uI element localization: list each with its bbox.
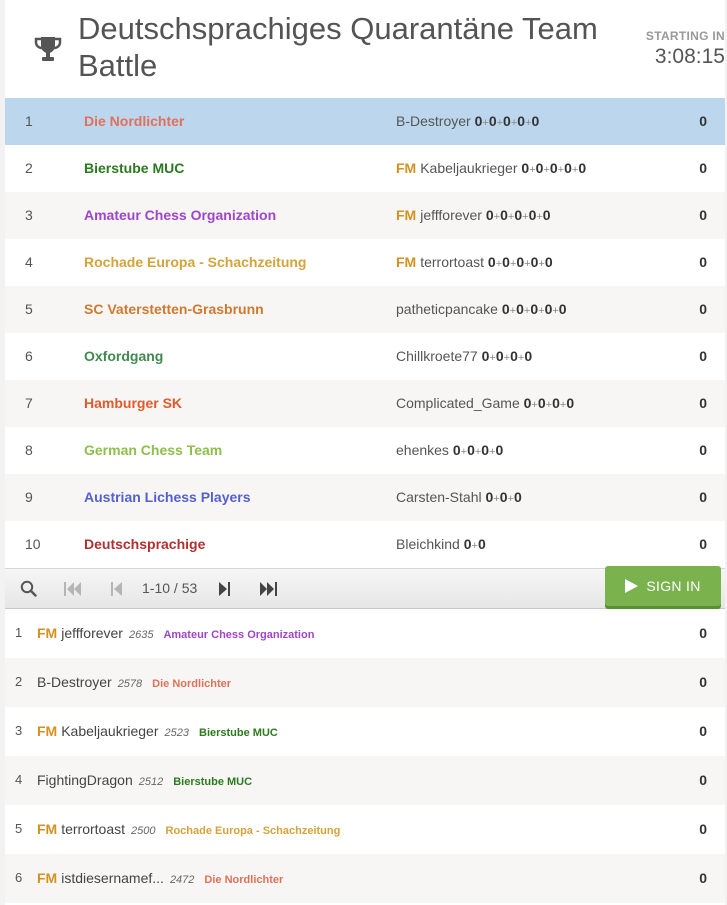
player-name[interactable]: Kabeljaukrieger bbox=[420, 160, 518, 176]
player-score: 0 bbox=[699, 674, 707, 690]
team-name[interactable]: Austrian Lichess Players bbox=[84, 489, 251, 505]
team-top-player bbox=[396, 286, 567, 335]
tournament-header bbox=[5, 0, 725, 98]
countdown-timer: 3:08:15 bbox=[654, 45, 725, 68]
player-points: 0+0+0+0 bbox=[523, 395, 575, 411]
player-name[interactable]: B-Destroyer bbox=[37, 674, 112, 690]
player-points: 0+0+0 bbox=[485, 489, 522, 505]
player-name[interactable]: Complicated_Game bbox=[396, 395, 520, 411]
point-value: 0 bbox=[530, 301, 539, 317]
point-value: 0 bbox=[578, 160, 587, 176]
player-title: FM bbox=[37, 723, 58, 739]
player-name[interactable]: ehenkes bbox=[396, 442, 449, 458]
page-indicator: 1-10 / 53 bbox=[142, 580, 198, 596]
point-value: 0 bbox=[487, 254, 496, 270]
team-rank: 3 bbox=[25, 207, 33, 223]
point-value: 0 bbox=[481, 442, 490, 458]
point-value: 0 bbox=[552, 395, 560, 411]
player-score: 0 bbox=[699, 821, 707, 837]
player-row[interactable] bbox=[5, 707, 725, 756]
player-name[interactable]: Chillkroete77 bbox=[396, 348, 478, 364]
last-page-icon[interactable] bbox=[257, 569, 279, 608]
point-value: 0 bbox=[516, 301, 524, 317]
page-title: Deutschsprachiges Quarantäne Team Battle bbox=[78, 11, 598, 83]
team-row[interactable] bbox=[5, 192, 725, 239]
team-top-player bbox=[396, 474, 522, 523]
team-row[interactable] bbox=[5, 98, 725, 145]
team-rank: 8 bbox=[25, 442, 33, 458]
player-score: 0 bbox=[699, 723, 707, 739]
point-value: 0 bbox=[549, 160, 558, 176]
point-value: 0 bbox=[495, 348, 504, 364]
point-value: 0 bbox=[500, 207, 508, 223]
player-rating: 2635 bbox=[128, 629, 154, 641]
team-rank: 2 bbox=[25, 160, 33, 176]
player-points: 0+0+0+0 bbox=[452, 442, 504, 458]
player-name[interactable]: Bleichkind bbox=[396, 536, 460, 552]
starting-in-label: STARTING IN bbox=[645, 29, 725, 43]
first-page-icon[interactable] bbox=[62, 569, 84, 608]
team-score: 0 bbox=[699, 536, 707, 552]
player-score: 0 bbox=[699, 625, 707, 641]
point-value: 0 bbox=[488, 113, 497, 129]
player-rating: 2512 bbox=[138, 776, 164, 788]
player-rating: 2500 bbox=[131, 825, 156, 837]
player-info bbox=[37, 609, 314, 660]
point-value: 0 bbox=[537, 395, 546, 411]
player-name[interactable]: Kabeljaukrieger bbox=[61, 723, 159, 739]
point-value: 0 bbox=[531, 113, 540, 129]
team-score: 0 bbox=[699, 113, 707, 129]
point-value: 0 bbox=[510, 348, 518, 364]
sign-in-button[interactable] bbox=[605, 566, 721, 606]
previous-page-icon[interactable] bbox=[106, 569, 128, 608]
player-name[interactable]: jeffforever bbox=[420, 207, 482, 223]
point-value: 0 bbox=[474, 113, 483, 129]
player-team[interactable]: Die Nordlichter bbox=[204, 874, 284, 886]
player-score: 0 bbox=[699, 772, 707, 788]
point-value: 0 bbox=[564, 160, 572, 176]
point-value: 0 bbox=[467, 442, 475, 458]
point-value: 0 bbox=[463, 536, 472, 552]
team-name[interactable]: Oxfordgang bbox=[84, 348, 164, 364]
team-score: 0 bbox=[699, 489, 707, 505]
player-info bbox=[37, 658, 231, 709]
player-name[interactable]: Carsten-Stahl bbox=[396, 489, 482, 505]
player-row[interactable] bbox=[5, 609, 725, 658]
sign-in-label: SIGN IN bbox=[646, 578, 701, 594]
team-top-player bbox=[396, 333, 532, 382]
player-rank: 4 bbox=[15, 772, 23, 787]
team-top-player bbox=[396, 427, 503, 476]
pagination-bar bbox=[5, 568, 725, 609]
player-rank: 6 bbox=[15, 870, 23, 885]
player-row[interactable] bbox=[5, 756, 725, 805]
team-standings-table bbox=[5, 98, 725, 568]
team-score: 0 bbox=[699, 348, 707, 364]
player-rank: 5 bbox=[15, 821, 23, 836]
team-rank: 4 bbox=[25, 254, 33, 270]
point-value: 0 bbox=[501, 301, 510, 317]
team-top-player bbox=[396, 145, 586, 194]
team-name[interactable]: Rochade Europa - Schachzeitung bbox=[84, 254, 307, 270]
team-row[interactable] bbox=[5, 474, 725, 521]
point-value: 0 bbox=[477, 536, 486, 552]
player-points: 0+0+0+0+0 bbox=[485, 207, 551, 223]
point-value: 0 bbox=[544, 254, 553, 270]
team-name[interactable]: Die Nordlichter bbox=[84, 113, 185, 129]
point-value: 0 bbox=[521, 160, 530, 176]
player-rating: 2472 bbox=[169, 874, 195, 886]
point-value: 0 bbox=[513, 489, 522, 505]
player-row[interactable] bbox=[5, 658, 725, 707]
trophy-icon bbox=[33, 34, 63, 64]
team-score: 0 bbox=[699, 160, 707, 176]
team-row[interactable] bbox=[5, 145, 725, 192]
player-name[interactable]: patheticpancake bbox=[396, 301, 498, 317]
search-icon[interactable] bbox=[17, 569, 39, 608]
point-value: 0 bbox=[558, 301, 567, 317]
play-icon bbox=[625, 579, 638, 593]
team-score: 0 bbox=[699, 442, 707, 458]
point-value: 0 bbox=[485, 207, 494, 223]
team-top-player bbox=[396, 521, 486, 570]
player-points: 0+0+0+0+0 bbox=[474, 113, 540, 129]
player-team[interactable]: Die Nordlichter bbox=[152, 678, 232, 690]
team-score: 0 bbox=[699, 254, 707, 270]
team-row[interactable] bbox=[5, 286, 725, 333]
player-title: FM bbox=[396, 254, 417, 270]
player-standings-list bbox=[5, 609, 725, 903]
player-row[interactable] bbox=[5, 854, 725, 903]
point-value: 0 bbox=[502, 254, 510, 270]
point-value: 0 bbox=[499, 489, 508, 505]
team-row[interactable] bbox=[5, 239, 725, 286]
player-info bbox=[37, 756, 252, 807]
player-points: 0+0+0+0 bbox=[481, 348, 533, 364]
player-name[interactable]: jeffforever bbox=[61, 625, 123, 641]
point-value: 0 bbox=[485, 489, 494, 505]
player-points: 0+0+0+0+0 bbox=[501, 301, 567, 317]
player-points: 0+0 bbox=[463, 536, 486, 552]
team-row[interactable] bbox=[5, 427, 725, 474]
point-value: 0 bbox=[503, 113, 511, 129]
team-top-player bbox=[396, 239, 553, 288]
team-name[interactable]: Amateur Chess Organization bbox=[84, 207, 277, 223]
team-row[interactable] bbox=[5, 521, 725, 568]
player-title: FM bbox=[396, 207, 417, 223]
point-value: 0 bbox=[524, 348, 533, 364]
point-value: 0 bbox=[514, 207, 523, 223]
team-name[interactable]: SC Vaterstetten-Grasbrunn bbox=[84, 301, 264, 317]
team-name[interactable]: Deutschsprachige bbox=[84, 536, 206, 552]
point-value: 0 bbox=[544, 301, 553, 317]
team-rank: 6 bbox=[25, 348, 33, 364]
next-page-icon[interactable] bbox=[213, 569, 235, 608]
team-score: 0 bbox=[699, 207, 707, 223]
player-title: FM bbox=[37, 625, 58, 641]
team-top-player bbox=[396, 192, 551, 241]
player-name[interactable]: B-Destroyer bbox=[396, 113, 471, 129]
team-rank: 9 bbox=[25, 489, 33, 505]
team-score: 0 bbox=[699, 395, 707, 411]
player-rank: 1 bbox=[15, 625, 23, 640]
player-rating: 2523 bbox=[164, 727, 189, 739]
player-row[interactable] bbox=[5, 805, 725, 854]
tournament-panel bbox=[5, 0, 725, 905]
point-value: 0 bbox=[566, 395, 575, 411]
point-value: 0 bbox=[542, 207, 551, 223]
point-value: 0 bbox=[530, 254, 539, 270]
point-value: 0 bbox=[481, 348, 490, 364]
player-points: 0+0+0+0+0 bbox=[521, 160, 587, 176]
player-info bbox=[37, 854, 283, 905]
player-name[interactable]: istdiesernamef... bbox=[61, 870, 164, 886]
player-rating: 2578 bbox=[117, 678, 143, 690]
team-rank: 10 bbox=[25, 536, 41, 552]
team-score: 0 bbox=[699, 301, 707, 317]
player-name[interactable]: terrortoast bbox=[61, 821, 126, 837]
player-name[interactable]: FightingDragon bbox=[37, 772, 133, 788]
point-value: 0 bbox=[535, 160, 544, 176]
point-value: 0 bbox=[495, 442, 504, 458]
team-row[interactable] bbox=[5, 333, 725, 380]
player-info bbox=[37, 805, 340, 856]
team-name[interactable]: German Chess Team bbox=[84, 442, 223, 458]
team-name[interactable]: Hamburger SK bbox=[84, 395, 183, 411]
player-points: 0+0+0+0+0 bbox=[487, 254, 553, 270]
player-title: FM bbox=[37, 821, 58, 837]
team-rank: 7 bbox=[25, 395, 33, 411]
player-team[interactable]: Rochade Europa - Schachzeitung bbox=[165, 825, 341, 837]
player-title: FM bbox=[37, 870, 58, 886]
point-value: 0 bbox=[516, 254, 525, 270]
player-title: FM bbox=[396, 160, 417, 176]
player-score: 0 bbox=[699, 870, 707, 886]
point-value: 0 bbox=[517, 113, 526, 129]
player-name[interactable]: terrortoast bbox=[420, 254, 485, 270]
player-team[interactable]: Bierstube MUC bbox=[173, 776, 253, 788]
point-value: 0 bbox=[523, 395, 532, 411]
team-top-player bbox=[396, 98, 539, 147]
player-rank: 2 bbox=[15, 674, 23, 689]
team-rank: 5 bbox=[25, 301, 33, 317]
player-rank: 3 bbox=[15, 723, 23, 738]
team-rank: 1 bbox=[25, 113, 33, 129]
team-row[interactable] bbox=[5, 380, 725, 427]
point-value: 0 bbox=[528, 207, 537, 223]
point-value: 0 bbox=[452, 442, 461, 458]
player-info bbox=[37, 707, 278, 758]
team-name[interactable]: Bierstube MUC bbox=[84, 160, 185, 176]
team-top-player bbox=[396, 380, 574, 429]
player-team[interactable]: Bierstube MUC bbox=[199, 727, 278, 739]
player-team[interactable]: Amateur Chess Organization bbox=[163, 629, 315, 641]
